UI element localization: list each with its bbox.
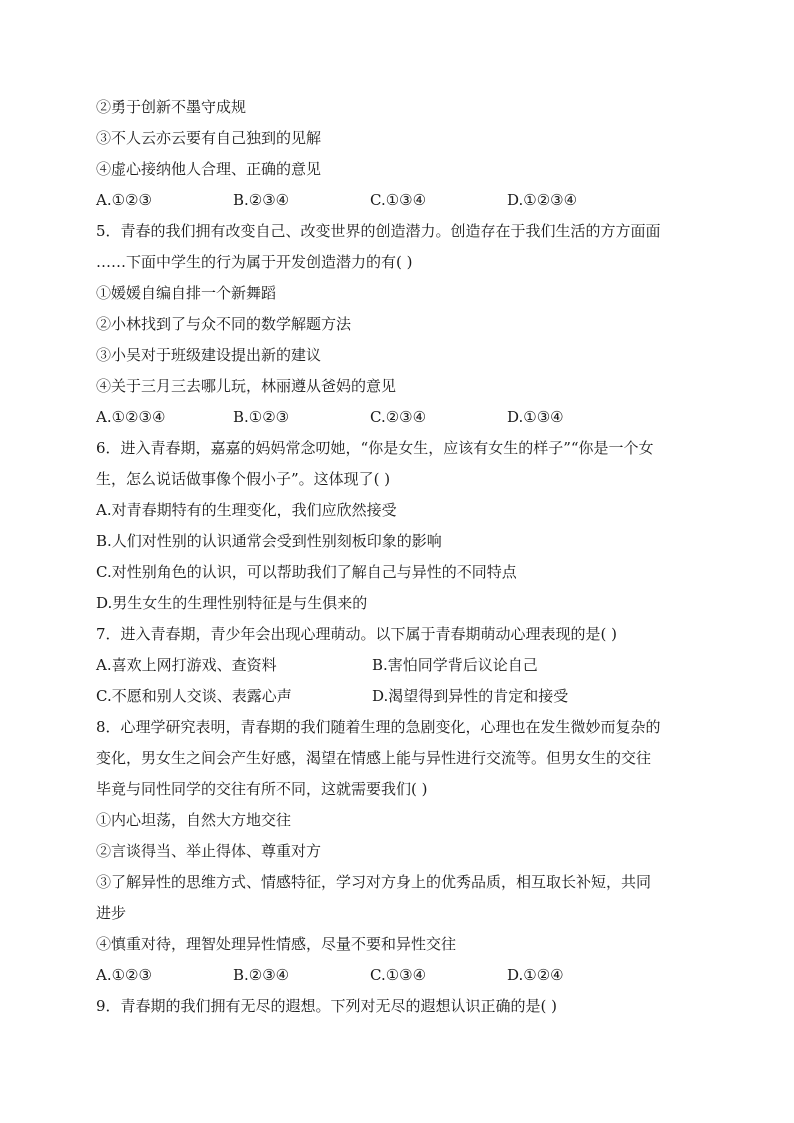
q5-item-2: ②小林找到了与众不同的数学解题方法 [96, 315, 352, 333]
q6-option-a[interactable]: A.对青春期特有的生理变化，我们应欣然接受 [96, 501, 397, 519]
q6-option-c[interactable]: C.对性别角色的认识，可以帮助我们了解自己与异性的不同特点 [96, 563, 517, 581]
q8-item-1: ①内心坦荡，自然大方地交往 [96, 811, 292, 829]
q5-option-d[interactable]: D.①③④ [507, 408, 564, 426]
q7-option-b[interactable]: B.害怕同学背后议论自己 [372, 656, 538, 674]
q8-stem-line3: 毕竟与同性同学的交往有所不同，这就需要我们( ) [96, 780, 428, 798]
q5-stem-line2: ……下面中学生的行为属于开发创造潜力的有( ) [96, 253, 413, 271]
q7-option-a[interactable]: A.喜欢上网打游戏、查资料 [96, 656, 277, 674]
q6-option-b[interactable]: B.人们对性别的认识通常会受到性别刻板印象的影响 [96, 532, 442, 550]
exam-page [96, 94, 706, 1024]
q8-options [96, 962, 706, 993]
q5-item-3: ③小吴对于班级建设提出新的建议 [96, 346, 322, 364]
q5-option-b[interactable]: B.①②③ [233, 408, 290, 426]
q8-option-b[interactable]: B.②③④ [233, 966, 290, 984]
q4-option-d[interactable]: D.①②③④ [507, 191, 578, 209]
q6-stem-line1: 6．进入青春期，嘉嘉的妈妈常念叨她，“你是女生，应该有女生的样子”“你是一个女 [96, 439, 654, 457]
q4-option-b[interactable]: B.②③④ [233, 191, 290, 209]
q8-option-c[interactable]: C.①③④ [370, 966, 427, 984]
q5-options [96, 404, 706, 435]
q4-option-a[interactable]: A.①②③ [96, 191, 152, 209]
q5-item-1: ①媛媛自编自排一个新舞蹈 [96, 284, 277, 302]
q5-item-4: ④关于三月三去哪儿玩，林丽遵从爸妈的意见 [96, 377, 397, 395]
q9-stem: 9．青春期的我们拥有无尽的遐想。下列对无尽的遐想认识正确的是( ) [96, 997, 558, 1015]
q7-stem: 7．进入青春期，青少年会出现心理萌动。以下属于青春期萌动心理表现的是( ) [96, 625, 618, 643]
q8-option-d[interactable]: D.①②④ [507, 966, 564, 984]
q4-item-2: ②勇于创新不墨守成规 [96, 98, 247, 116]
q7-option-d[interactable]: D.渴望得到异性的肯定和接受 [372, 687, 569, 705]
q4-item-3: ③不人云亦云要有自己独到的见解 [96, 129, 322, 147]
q7-options-row2 [96, 683, 706, 714]
q7-options-row1 [96, 652, 706, 683]
q8-stem-line1: 8．心理学研究表明，青春期的我们随着生理的急剧变化，心理也在发生微妙而复杂的 [96, 718, 661, 736]
q4-option-c[interactable]: C.①③④ [370, 191, 427, 209]
q6-option-d[interactable]: D.男生女生的生理性别特征是与生俱来的 [96, 594, 368, 612]
q8-stem-line2: 变化，男女生之间会产生好感，渴望在情感上能与异性进行交流等。但男女生的交往 [96, 749, 652, 767]
q5-option-c[interactable]: C.②③④ [370, 408, 427, 426]
q8-option-a[interactable]: A.①②③ [96, 966, 152, 984]
q4-options [96, 187, 706, 218]
q6-stem-line2: 生，怎么说话做事像个假小子”。这体现了( ) [96, 470, 391, 488]
q8-item-3: ③了解异性的思维方式、情感特征，学习对方身上的优秀品质，相互取长补短，共同 [96, 873, 652, 891]
q5-stem-line1: 5．青春的我们拥有改变自己、改变世界的创造潜力。创造存在于我们生活的方方面面 [96, 222, 661, 240]
q7-option-c[interactable]: C.不愿和别人交谈、表露心声 [96, 687, 292, 705]
q8-item-4: ④慎重对待，理智处理异性情感，尽量不要和异性交往 [96, 935, 457, 953]
q8-item-3-cont: 进步 [96, 904, 127, 922]
q4-item-4: ④虚心接纳他人合理、正确的意见 [96, 160, 322, 178]
q5-option-a[interactable]: A.①②③④ [96, 408, 166, 426]
q8-item-2: ②言谈得当、举止得体、尊重对方 [96, 842, 322, 860]
